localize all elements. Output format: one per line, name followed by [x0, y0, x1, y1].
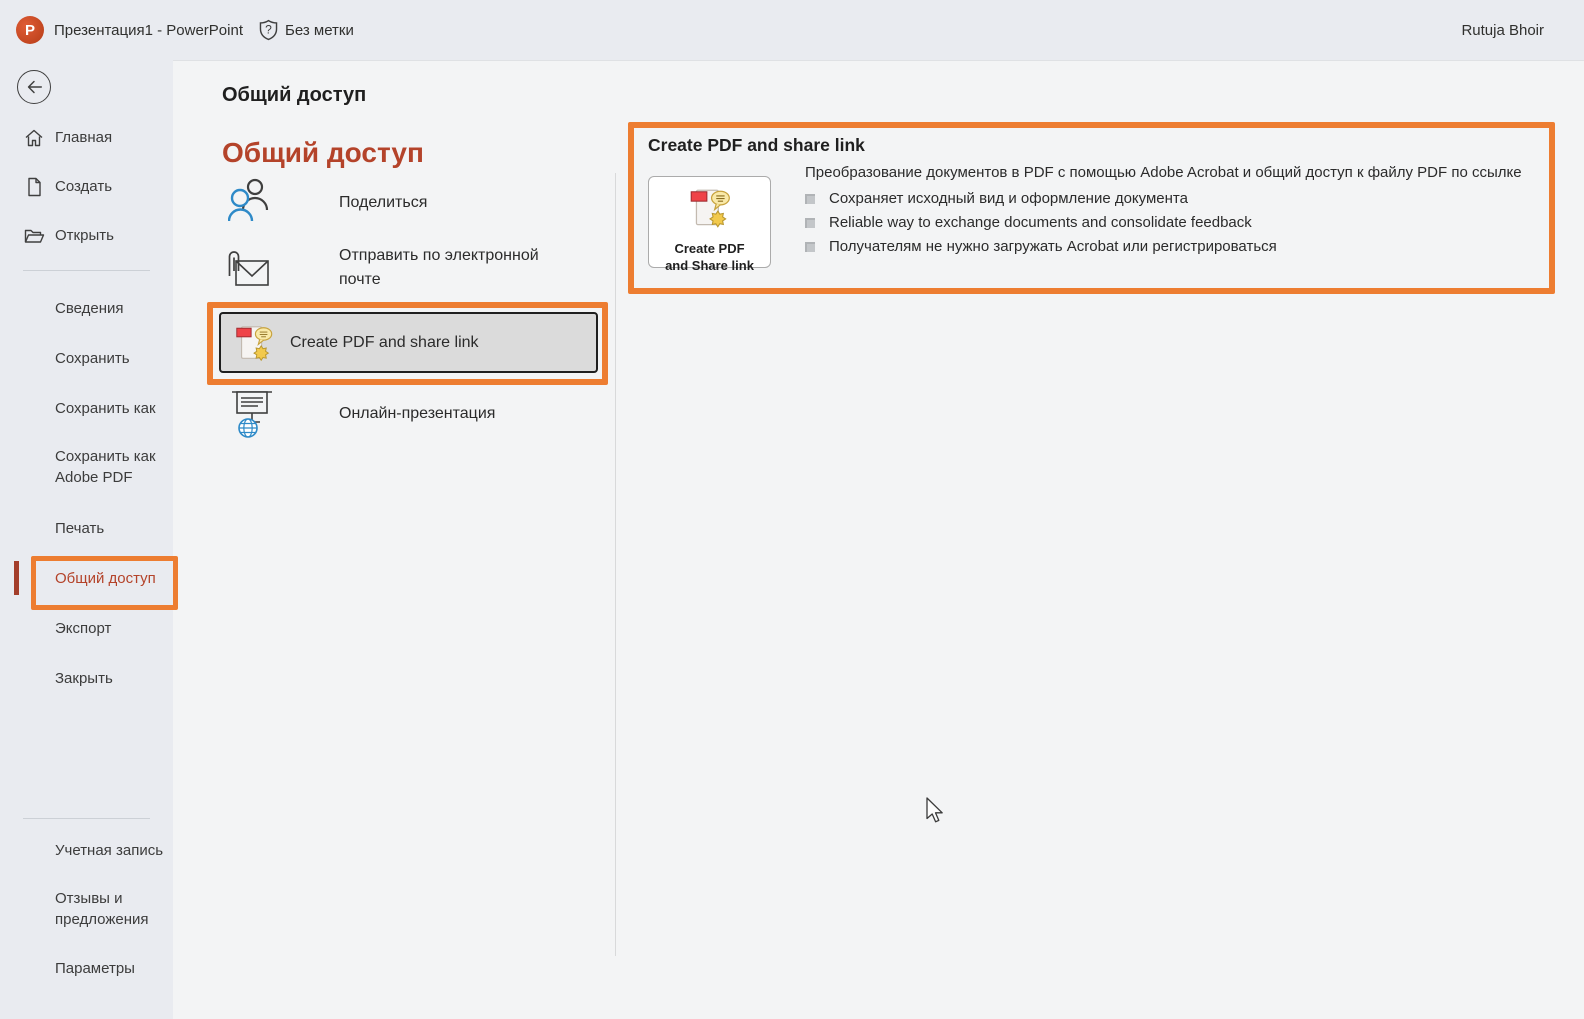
adobe-pdf-share-icon: [234, 322, 274, 366]
shield-question-icon: [258, 19, 279, 41]
sidebar-item-account[interactable]: Учетная запись: [55, 842, 164, 859]
bullet-square-icon: [805, 218, 815, 228]
sidebar-item-options[interactable]: Параметры: [55, 960, 135, 977]
create-pdf-button-label-line2: and Share link: [665, 258, 754, 273]
sidebar-item-label: Открыть: [55, 227, 114, 244]
detail-heading: Create PDF and share link: [648, 135, 865, 155]
sidebar-item-feedback[interactable]: Отзывы и предложения: [55, 890, 149, 928]
sensitivity-label-badge[interactable]: [258, 0, 354, 60]
sensitivity-label-text: Без метки: [285, 21, 354, 39]
sidebar-item-label: Создать: [55, 178, 113, 195]
home-icon: [23, 127, 45, 149]
section-heading: Общий доступ: [222, 137, 424, 168]
sidebar-item-save-as-adobe-pdf[interactable]: Сохранить как Adobe PDF: [55, 448, 156, 486]
bullet-square-icon: [805, 242, 815, 252]
document-title: Презентация1 - PowerPoint: [54, 21, 243, 39]
sidebar-item-label: Главная: [55, 129, 113, 146]
page-title: Общий доступ: [222, 84, 367, 106]
share-people-icon: [228, 176, 270, 224]
email-attachment-icon: [224, 246, 272, 294]
detail-description: Преобразование документов в PDF с помощью Adobe Acrobat и общий доступ к файлу PDF по ссылке: [805, 164, 1522, 181]
new-document-icon: [23, 176, 45, 198]
sidebar-item-print[interactable]: Печать: [55, 520, 105, 537]
sidebar-item-new[interactable]: [0, 176, 173, 197]
detail-bullet: Сохраняет исходный вид и оформление документа: [805, 190, 1188, 207]
create-pdf-button-label-line1: Create PDF: [674, 241, 745, 256]
share-option-email[interactable]: [222, 244, 602, 302]
user-name[interactable]: Rutuja Bhoir: [1461, 21, 1544, 39]
sidebar-item-close[interactable]: Закрыть: [55, 670, 113, 687]
detail-bullet: Reliable way to exchange documents and consolidate feedback: [805, 214, 1252, 231]
back-button[interactable]: [17, 70, 51, 104]
sidebar-item-info[interactable]: Сведения: [55, 300, 124, 317]
titlebar: [0, 0, 1584, 60]
sidebar-item-share[interactable]: Общий доступ: [55, 570, 156, 587]
create-pdf-button[interactable]: [648, 176, 771, 273]
sidebar-item-save-as[interactable]: Сохранить как: [55, 400, 156, 417]
bullet-square-icon: [805, 194, 815, 204]
svg-text:?: ?: [265, 22, 272, 37]
powerpoint-logo-icon: P: [16, 16, 44, 44]
sidebar-item-home[interactable]: [0, 127, 173, 148]
sidebar-divider: [23, 270, 150, 271]
back-arrow-icon: [24, 77, 44, 97]
detail-bullet: Получателям не нужно загружать Acrobat или регистрироваться: [805, 238, 1277, 255]
open-folder-icon: [23, 225, 45, 247]
share-option-label: Поделиться: [339, 194, 428, 211]
sidebar-item-save[interactable]: Сохранить: [55, 350, 130, 367]
sidebar-divider: [23, 818, 150, 819]
sidebar-item-open[interactable]: [0, 225, 173, 246]
share-option-share[interactable]: [222, 176, 602, 226]
share-option-online-presentation[interactable]: [222, 387, 602, 445]
share-option-label: Create PDF and share link: [290, 333, 479, 351]
share-option-label: Отправить по электронной почте: [339, 247, 539, 288]
share-option-label: Онлайн-презентация: [339, 405, 496, 422]
column-divider: [615, 173, 616, 956]
share-page: [173, 60, 1584, 1019]
share-option-create-pdf-selected[interactable]: [219, 312, 598, 373]
online-presentation-icon: [230, 387, 274, 439]
sidebar-item-export[interactable]: Экспорт: [55, 620, 112, 637]
backstage-sidebar: [0, 60, 173, 1019]
adobe-pdf-share-icon: [688, 185, 732, 233]
